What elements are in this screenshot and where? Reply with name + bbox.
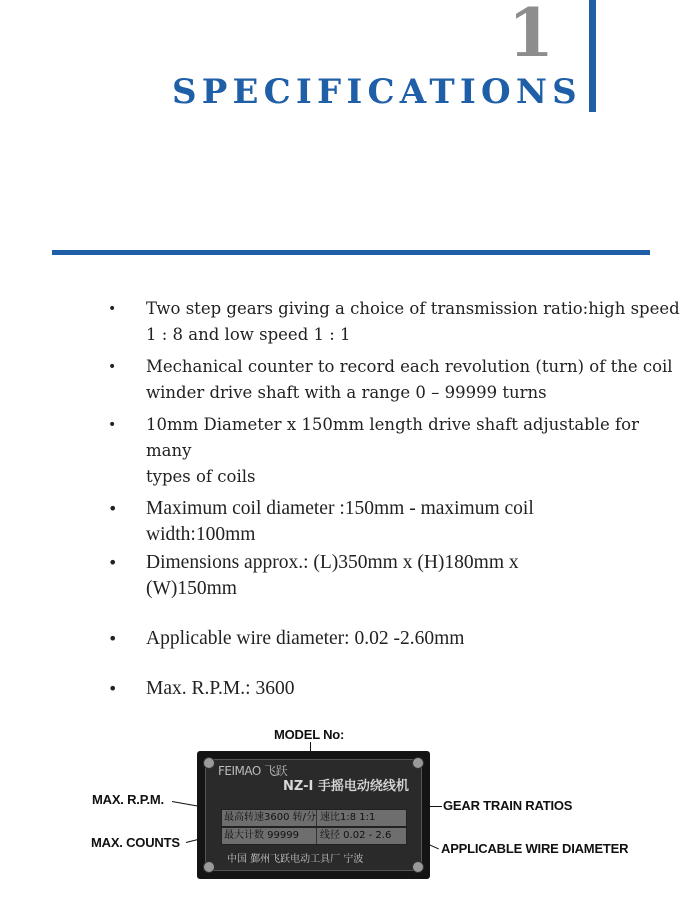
screw-icon: [203, 861, 215, 873]
spec-item: [108, 676, 688, 702]
spec-text-cont: winder drive shaft with a range 0 – 99999 turns: [146, 383, 547, 402]
page-title: SPECIFICATIONS: [172, 72, 582, 112]
chapter-divider: [589, 0, 596, 112]
chapter-number: 1: [508, 0, 554, 72]
spec-text: Mechanical counter to record each revolution (turn) of the coil: [146, 357, 673, 376]
spec-text: Maximum coil diameter :150mm - maximum coil: [146, 498, 534, 519]
spec-text: Applicable wire diameter: 0.02 -2.60mm: [146, 628, 465, 649]
screw-icon: [412, 757, 424, 769]
wire-diameter-label: APPLICABLE WIRE DIAMETER: [441, 841, 629, 856]
nameplate-gear-ratio: 速比1:8 1:1: [320, 812, 376, 823]
nameplate-wire-range: 线径 0.02 - 2.6: [320, 830, 392, 841]
bullet-marker: •: [108, 553, 118, 572]
max-rpm-label: MAX. R.P.M.: [92, 792, 164, 807]
screw-icon: [412, 861, 424, 873]
bullet-marker: •: [108, 499, 118, 518]
nameplate-manufacturer: 中国 鄞州飞跃电动工具厂 宁波: [227, 854, 364, 865]
spec-item: [108, 496, 688, 548]
bullet-marker: •: [108, 679, 118, 698]
spec-list: [108, 296, 688, 704]
nameplate-image: [197, 751, 430, 879]
spec-text-cont: 1 : 8 and low speed 1 : 1: [146, 325, 351, 344]
max-counts-label: MAX. COUNTS: [91, 835, 180, 850]
nameplate-max-count: 最大计数 99999: [222, 828, 317, 844]
spec-item: [108, 550, 688, 602]
nameplate-row-2: [221, 827, 407, 845]
spec-text: Two step gears giving a choice of transmission ratio:high speed: [146, 299, 680, 318]
nameplate-row-1: [221, 809, 407, 827]
bullet-marker: •: [108, 359, 117, 375]
spec-text-cont: (W)150mm: [146, 578, 237, 599]
spec-text: 10mm Diameter x 150mm length drive shaft adjustable for many: [146, 415, 639, 460]
screw-icon: [203, 757, 215, 769]
bullet-marker: •: [108, 417, 117, 433]
spec-text: Dimensions approx.: (L)350mm x (H)180mm x: [146, 552, 519, 573]
nameplate-brand: FEIMAO 飞跃: [218, 764, 288, 778]
spec-text: Max. R.P.M.: 3600: [146, 678, 295, 699]
gear-train-ratios-label: GEAR TRAIN RATIOS: [443, 798, 573, 813]
spec-item: [108, 626, 688, 652]
model-no-label: MODEL No:: [274, 727, 345, 742]
bullet-marker: •: [108, 301, 117, 317]
spec-text-cont: width:100mm: [146, 524, 256, 545]
spec-item: [108, 412, 688, 490]
section-rule: [52, 250, 650, 255]
nameplate-max-speed: 最高转速3600 转/分: [222, 810, 317, 826]
spec-item: [108, 296, 688, 348]
nameplate-model: NZ-I 手摇电动绕线机: [283, 779, 409, 794]
bullet-marker: •: [108, 629, 118, 648]
spec-text-cont: types of coils: [146, 467, 256, 486]
spec-item: [108, 354, 688, 406]
